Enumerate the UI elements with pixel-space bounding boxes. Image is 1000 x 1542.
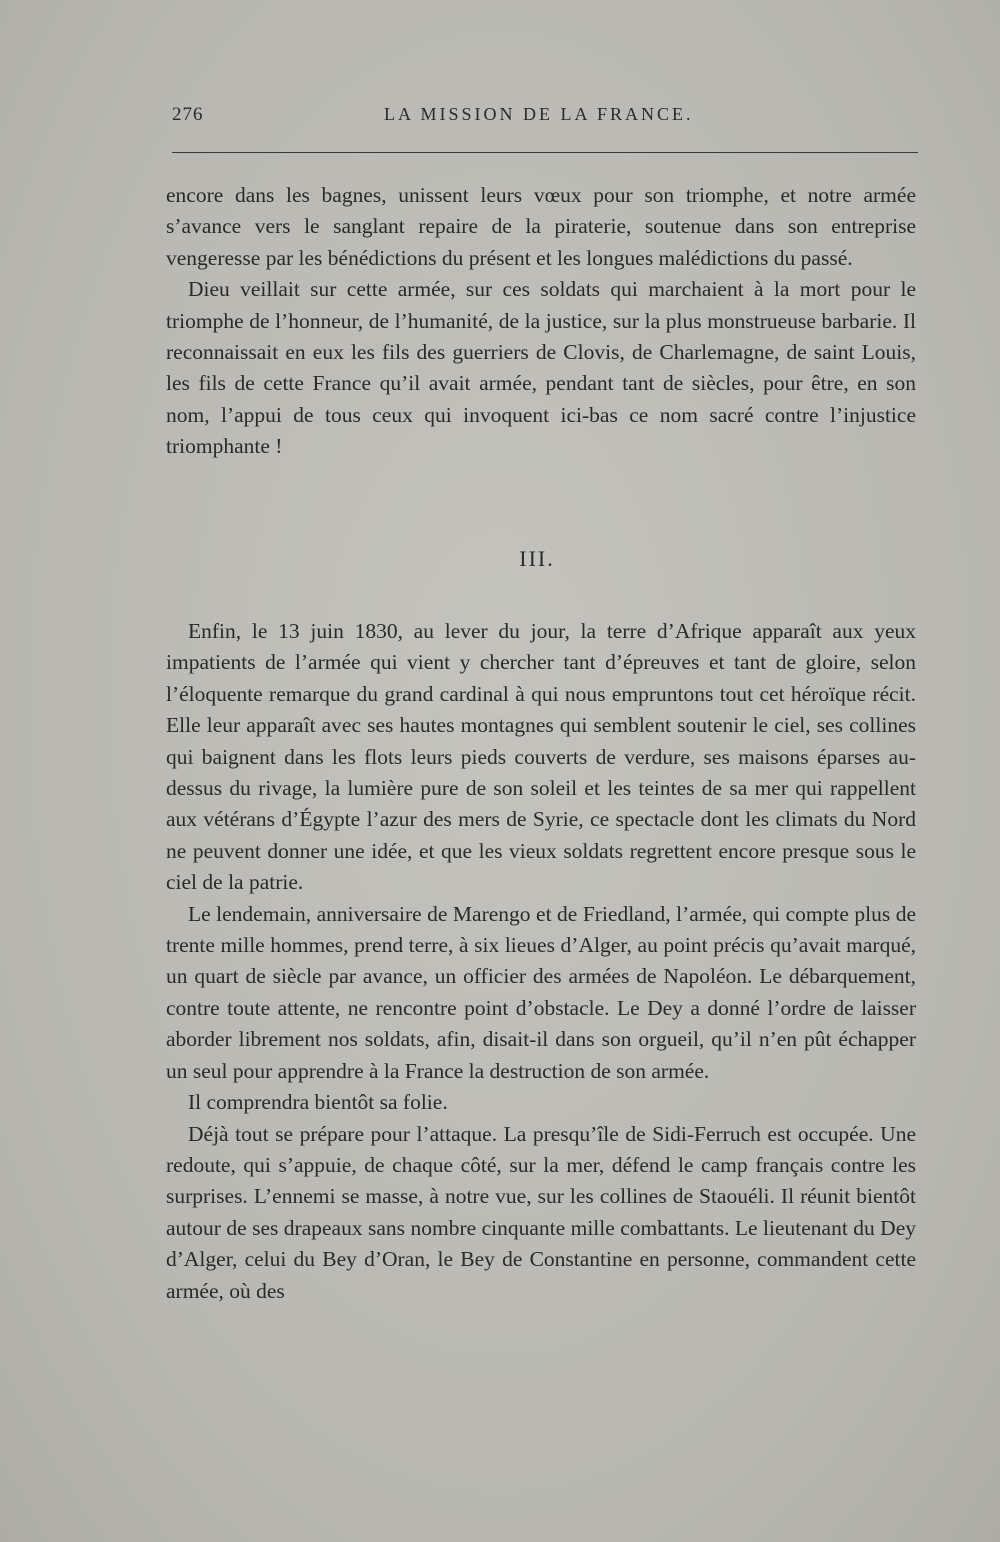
section-heading: III.: [519, 546, 555, 571]
header-rule: [172, 152, 918, 153]
paragraph: Le lendemain, anniversaire de Marengo et de Friedland, l’armée, qui compte plus de trente mille hommes, prend terre, à six lieues d’Alger, au point précis qu’avait marqué, un quart de siècle par avance, un officier des armées de Napoléon. Le débarquement, contre toute attente, ne rencontre point d’obstacle. Le Dey a donné l’ordre de laisser aborder librement nos soldats, afin, disait-il dans son orgueil, qu’il n’en pût échapper un seul pour apprendre à la France la destruction de son armée.: [166, 901, 916, 1083]
text-block-before-section: [166, 180, 916, 463]
paragraph: Il comprendra bientôt sa folie.: [188, 1090, 448, 1115]
paragraph: encore dans les bagnes, unissent leurs vœux pour son triomphe, et notre armée s’avance vers le sanglant repaire de la piraterie, soutenue dans son entreprise vengeresse par les bénédictions du présent et les longues malédictions du passé.: [166, 183, 916, 270]
text-block-after-section: [166, 616, 916, 1307]
running-title: LA MISSION DE LA FRANCE.: [384, 104, 694, 124]
paragraph: Dieu veillait sur cette armée, sur ces soldats qui marchaient à la mort pour le triomphe de l’honneur, de l’humanité, de la justice, sur la plus monstrueuse barbarie. Il reconnaissait en eux les fils des guerriers de Clovis, de Charlemagne, de saint Louis, les fils de cette France qu’il avait armée, pendant tant de siècles, pour être, en son nom, l’appui de tous ceux qui invoquent ici-bas ce nom sacré contre l’injustice triomphante !: [166, 277, 916, 459]
paragraph: Enfin, le 13 juin 1830, au lever du jour, la terre d’Afrique apparaît aux yeux impatients de l’armée qui vient y chercher tant d’épreuves et tant de gloire, selon l’éloquente remarque du grand cardinal à qui nous empruntons tout cet héroïque récit. Elle leur apparaît avec ses hautes montagnes qui semblent soutenir le ciel, ses collines qui baignent dans les flots leurs pieds couverts de verdure, ses maisons éparses au-dessus du rivage, la lumière pure de son soleil et les teintes de sa mer qui rappellent aux vétérans d’Égypte l’azur des mers de Syrie, ce spectacle dont les climats du Nord ne peuvent donner une idée, et que les vieux soldats regrettent encore presque sous le ciel de la patrie.: [166, 619, 916, 895]
page-number: 276: [172, 104, 204, 125]
paragraph: Déjà tout se prépare pour l’attaque. La presqu’île de Sidi-Ferruch est occupée. Une redoute, qui s’appuie, de chaque côté, sur la mer, défend le camp français contre les surprises. L’ennemi se masse, à notre vue, sur les collines de Staouéli. Il réunit bientôt autour de ses drapeaux sans nombre cinquante mille combattants. Le lieutenant du Dey d’Alger, celui du Bey d’Oran, le Bey de Constantine en personne, commandent cette armée, où des: [166, 1121, 916, 1303]
page-header: [172, 100, 918, 130]
